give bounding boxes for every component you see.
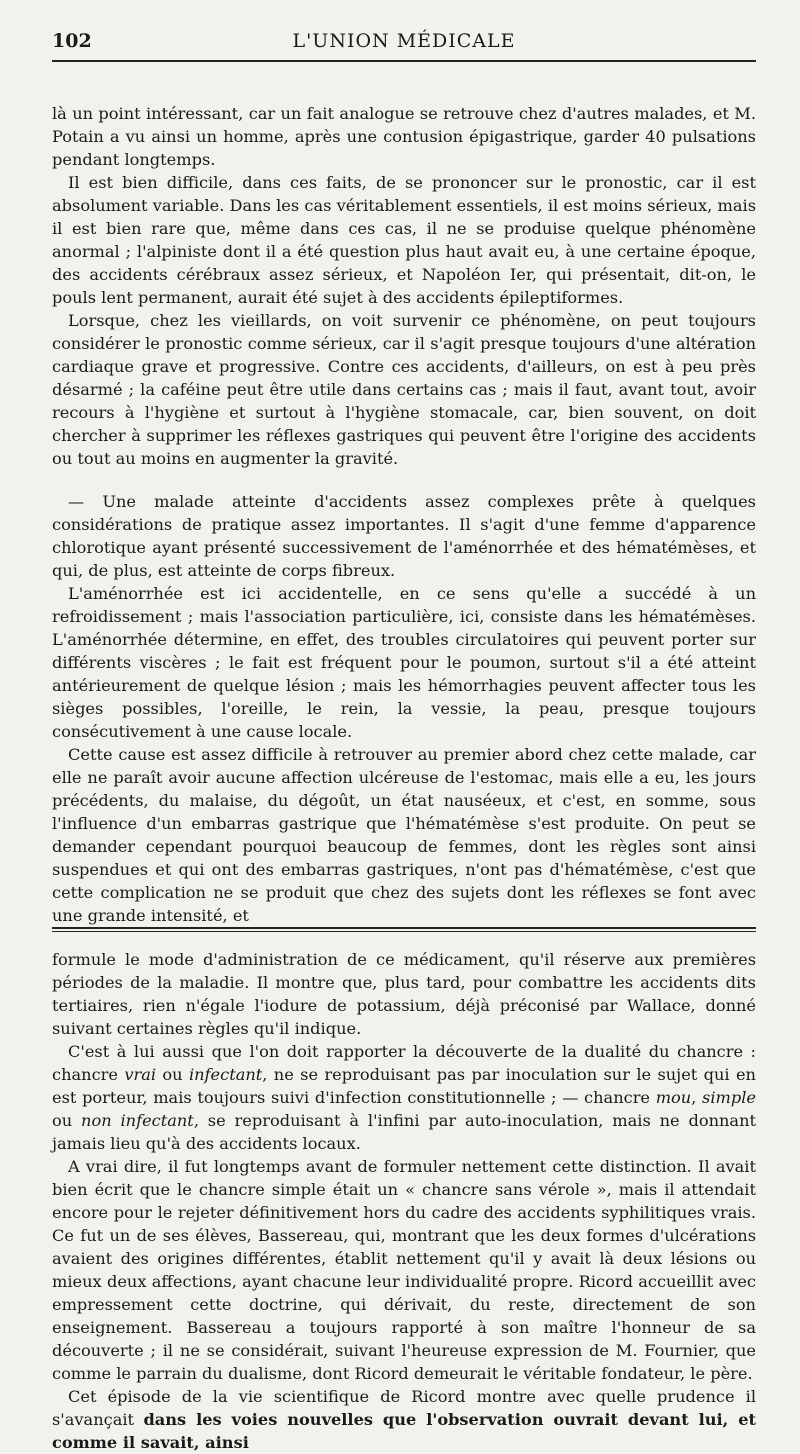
text-run: ou bbox=[156, 1065, 189, 1084]
paragraph: A vrai dire, il fut longtemps avant de formuler nettement cette distinction. Il avait bien écrit que le chancre simple était un « chancre sans vérole », mais il attendait encore pour le rejeter définitivement hors du cadre des accidents syphilitiques vrais. Ce fut un de ses élèves, Bassereau, qui, montrant que les deux formes d'ulcérations avaient des origines différentes, établit nettement qu'il y avait là deux lésions ou mieux deux affections, ayant chacune leur individualité propre. Ricord accueillit avec empressement cette doctrine, qui dérivait, du reste, directement de son enseignement. Bassereau a toujours rapporté à son maître l'honneur de sa découverte ; il ne se considérait, suivant l'heureuse expression de M. Fournier, que comme le parrain du dualisme, dont Ricord demeurait le véritable fondateur, le père. bbox=[52, 1157, 756, 1383]
emphasis: vrai bbox=[124, 1065, 157, 1084]
text-run: , se reproduisant à l'infini par auto-inoculation, mais ne donnant jamais lieu qu'à des accidents locaux. bbox=[52, 1111, 756, 1153]
text-run: C'est à lui aussi que l'on doit rapporter la découverte de la dualité du chancre : chancre bbox=[52, 1042, 756, 1084]
emphasis: simple bbox=[702, 1088, 756, 1107]
feuilleton-separator bbox=[52, 927, 756, 932]
section-gap bbox=[52, 470, 756, 490]
emphasis: infectant bbox=[188, 1065, 263, 1084]
text-run: , ne se reproduisant pas par inoculation sur le sujet qui en est porteur, mais toujours suivi d'infection constitutionnelle ; — chancre bbox=[52, 1065, 756, 1107]
text-run: Cet épisode de la vie scientifique de Ricord montre avec quelle prudence il s'avançait bbox=[52, 1387, 756, 1429]
paragraph: Il est bien difficile, dans ces faits, de se prononcer sur le pronostic, car il est absolument variable. Dans les cas véritablement essentiels, il est moins sérieux, mais il est bien rare que, même dans ces cas, il ne se produise quelque phénomène anormal ; l'alpiniste dont il a été question plus haut avait eu, à une certaine époque, des accidents cérébraux assez sérieux, et Napoléon Ier, qui présentait, dit-on, le pouls lent permanent, aurait été sujet à des accidents épileptiformes. bbox=[52, 173, 756, 307]
running-title: L'UNION MÉDICALE bbox=[292, 30, 516, 52]
paragraph-final bbox=[52, 1385, 756, 1454]
paragraph: Cette cause est assez difficile à retrouver au premier abord chez cette malade, car elle ne paraît avoir aucune affection ulcéreuse de l'estomac, mais elle a eu, les jours précédents, du malaise, du dégoût, un état nauséeux, et c'est, en somme, sous l'influence d'un embarras gastrique que l'hématémèse s'est produite. On peut se demander cependant pourquoi beaucoup de femmes, dont les règles sont ainsi suspendues et qui ont des embarras gastriques, n'ont pas d'hématémèse, c'est que cette complication ne se produit que chez des sujets dont les réflexes se font avec une grande intensité, et bbox=[52, 745, 756, 925]
text-run: ou bbox=[52, 1111, 82, 1130]
paragraph-with-emphasis bbox=[52, 1040, 756, 1155]
paragraph: formule le mode d'administration de ce médicament, qu'il réserve aux premières périodes de la maladie. Il montre que, plus tard, pour combattre les accidents dits tertiaires, rien n'égale l'iodure de potassium, déjà préconisé par Wallace, donné suivant certaines règles qu'il indique. bbox=[52, 950, 756, 1038]
bold-text-run: dans les voies nouvelles que l'observation ouvrait devant lui, et comme il savait, ainsi bbox=[52, 1410, 756, 1452]
paragraph: Lorsque, chez les vieillards, on voit survenir ce phénomène, on peut toujours considérer le pronostic comme sérieux, car il s'agit presque toujours d'une altération cardiaque grave et progressive. Contre ces accidents, d'ailleurs, on est à peu près désarmé ; la caféine peut être utile dans certains cas ; mais il faut, avant tout, avoir recours à l'hygiène et surtout à l'hygiène stomacale, car, bien souvent, on doit chercher à supprimer les réflexes gastriques qui peuvent être l'origine des accidents ou tout au moins en augmenter la gravité. bbox=[52, 311, 756, 468]
top-article-section bbox=[52, 102, 756, 470]
emphasis: mou bbox=[655, 1088, 692, 1107]
page-header bbox=[52, 26, 756, 62]
paragraph: — Une malade atteinte d'accidents assez complexes prête à quelques considérations de pratique assez importantes. Il s'agit d'une femme d'apparence chlorotique ayant présenté successivement de l'aménorrhée et des hématémèses, et qui, de plus, est atteinte de corps fibreux. bbox=[52, 492, 756, 580]
page-number: 102 bbox=[52, 30, 92, 52]
paragraph: là un point intéressant, car un fait analogue se retrouve chez d'autres malades, et M. Potain a vu ainsi un homme, après une contusion épigastrique, garder 40 pulsations pendant longtemps. bbox=[52, 104, 756, 169]
middle-article-section bbox=[52, 490, 756, 927]
paragraph: L'aménorrhée est ici accidentelle, en ce sens qu'elle a succédé à un refroidissement ; mais l'association particulière, ici, consiste dans les hématémèses. L'aménorrhée détermine, en effet, des troubles circulatoires qui peuvent porter sur différents viscères ; le fait est fréquent pour le poumon, surtout s'il a été atteint antérieurement de quelque lésion ; mais les hémorrhagies peuvent affecter tous les sièges possibles, l'oreille, le rein, la vessie, la peau, presque toujours consécutivement à une cause locale. bbox=[52, 584, 756, 741]
feuilleton-section bbox=[52, 948, 756, 1454]
emphasis: non infectant bbox=[81, 1111, 194, 1130]
text-run: , bbox=[691, 1088, 703, 1107]
